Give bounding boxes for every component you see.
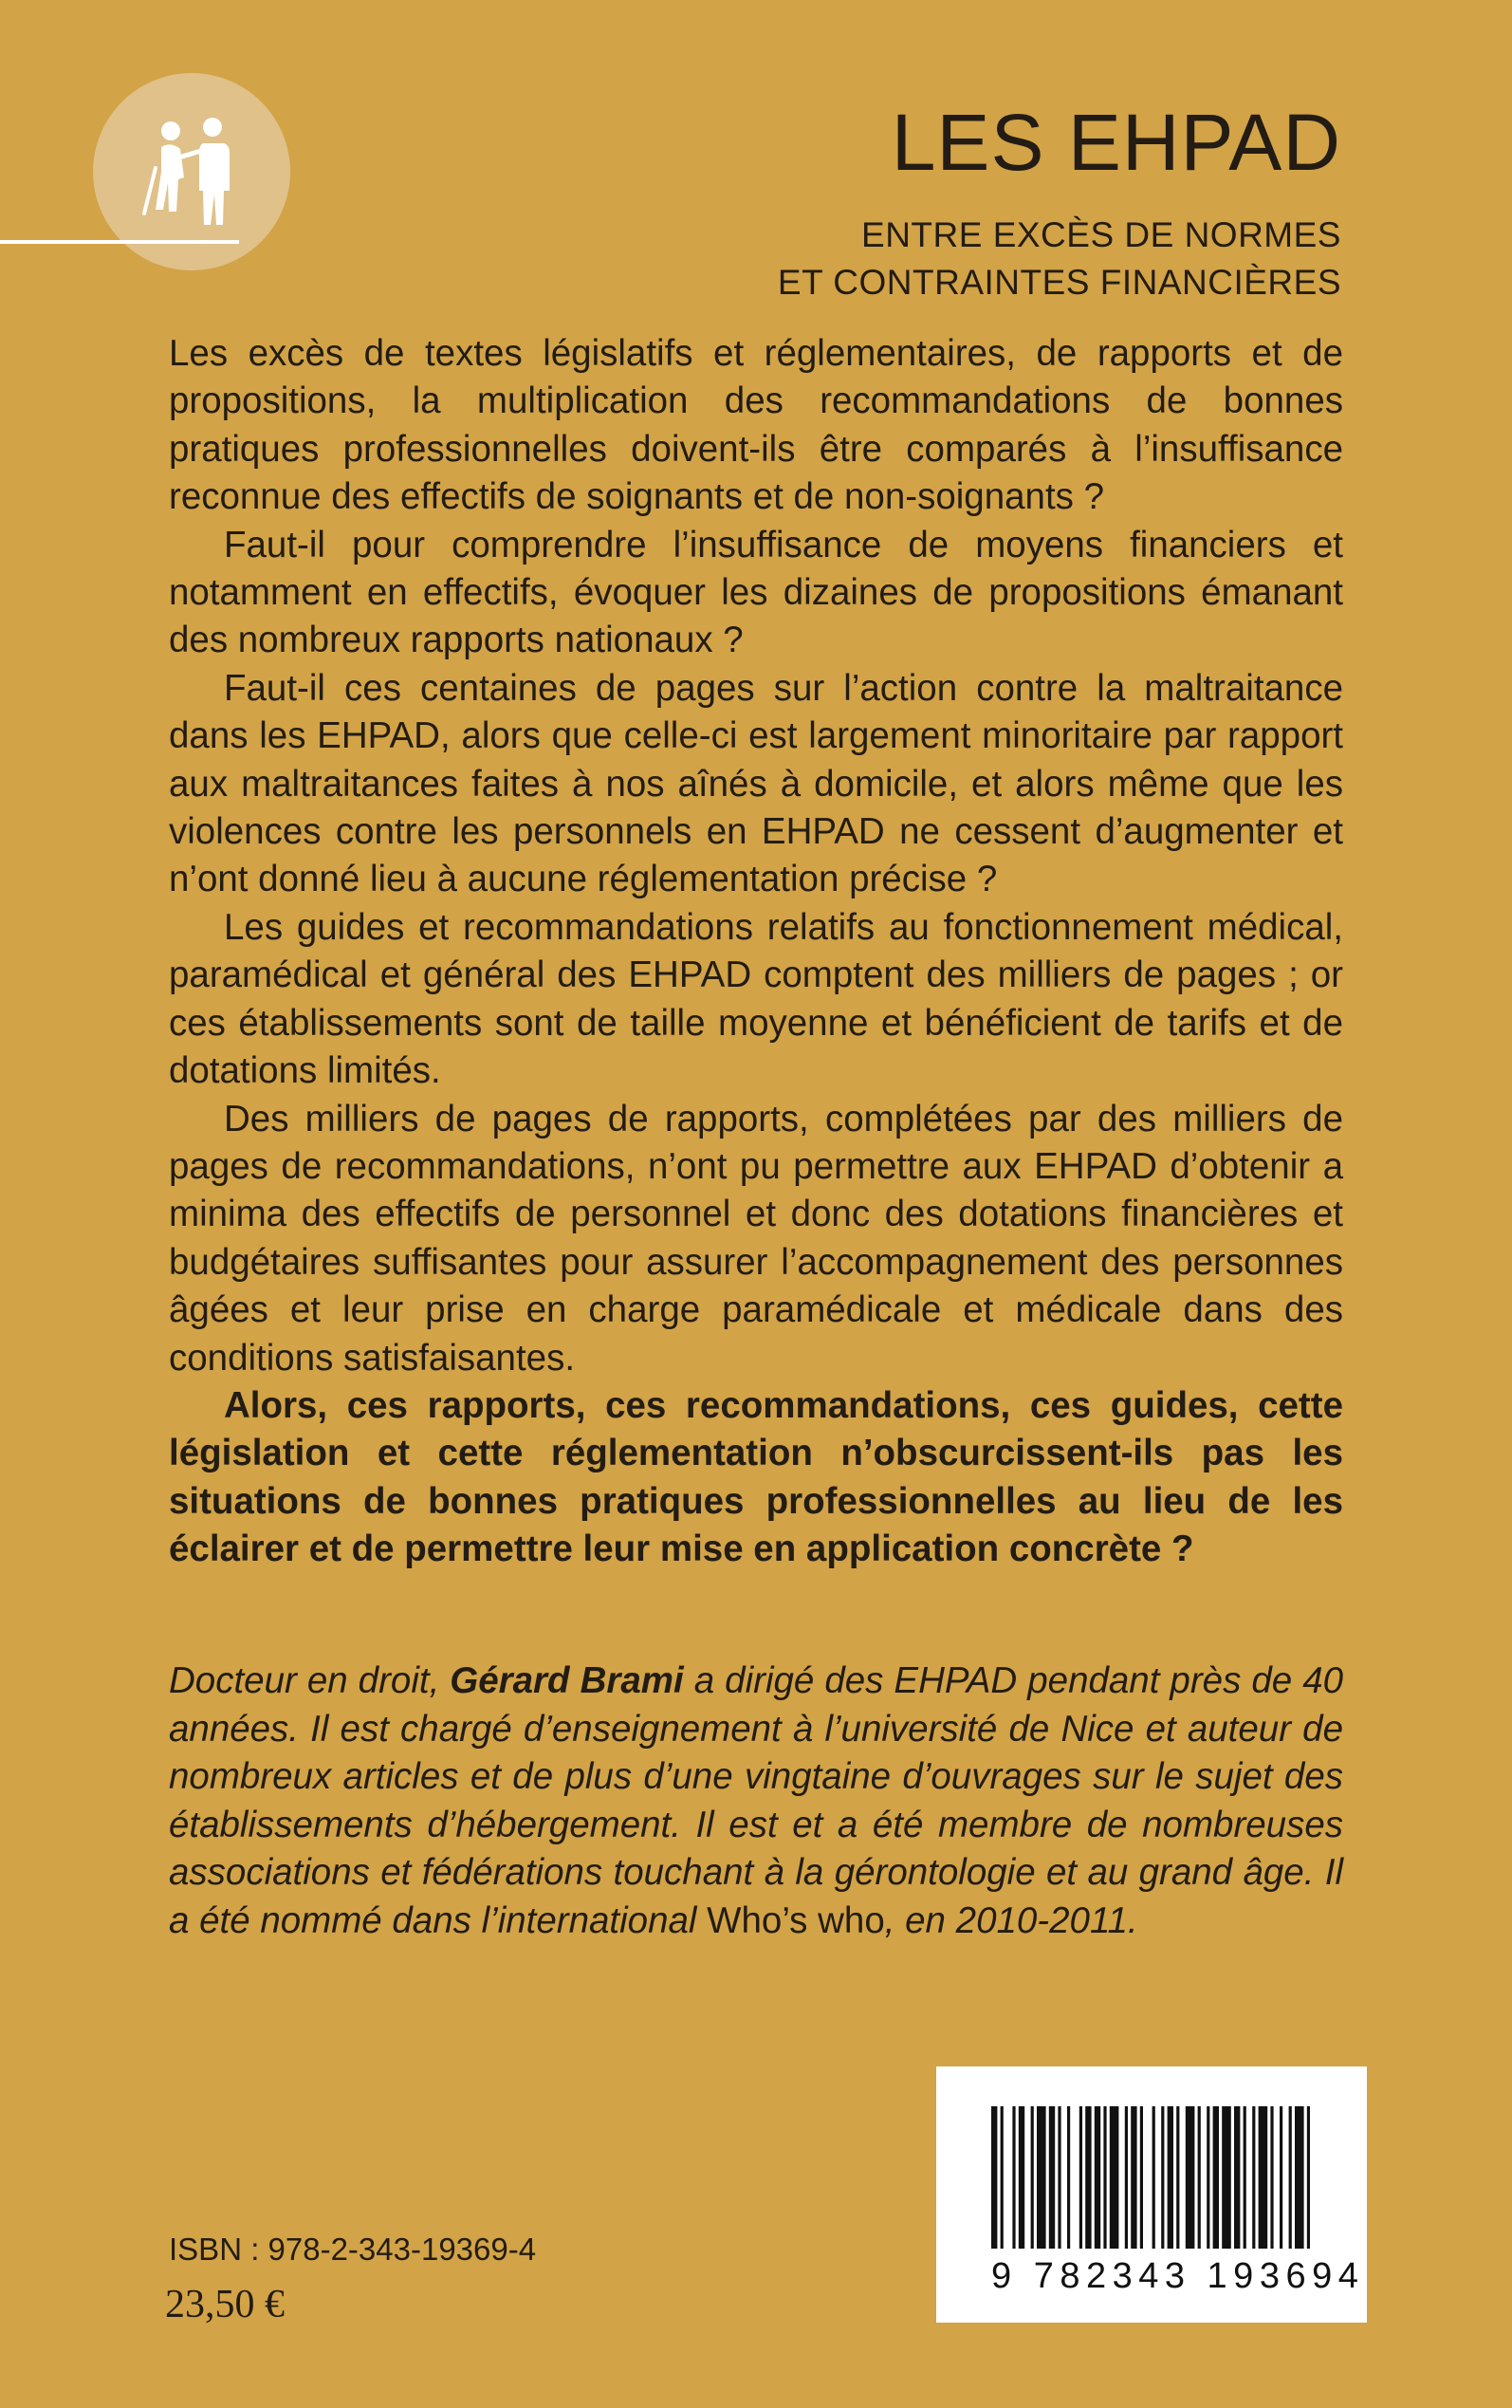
barcode-bar (1213, 2106, 1219, 2249)
barcode-bar (1049, 2106, 1055, 2249)
book-subtitle (778, 212, 1341, 306)
barcode-bar (1186, 2106, 1195, 2249)
elderly-couple-icon (135, 115, 249, 229)
bio-end: , en 2010-2011. (884, 1899, 1138, 1941)
barcode-bar (1252, 2106, 1255, 2249)
barcode-bar (1207, 2106, 1209, 2249)
subtitle-line-1: ENTRE EXCÈS DE NORMES (861, 215, 1341, 254)
barcode-bar (1110, 2106, 1119, 2249)
barcode-bar (1259, 2106, 1268, 2249)
barcode-bar (1289, 2106, 1292, 2249)
book-title: LES EHPAD (891, 98, 1341, 187)
barcode-bar (1270, 2106, 1273, 2249)
author-bio (169, 1658, 1343, 1946)
blurb-paragraph-3: Faut-il ces centaines de pages sur l’action contre la maltraitance dans les EHPAD, alors que celle-ci est largement minoritaire par rapport aux maltraitances faites à nos aînés à domicile, et alors même que les violences contre les personnels en EHPAD ne cessent d’augmenter et n’ont donné lieu à aucune réglementation précise ? (169, 667, 1343, 900)
barcode-bar (1067, 2106, 1070, 2249)
barcode-bar (1152, 2106, 1155, 2249)
barcode-bar (1280, 2106, 1282, 2249)
barcode-bar (1037, 2106, 1046, 2249)
barcode-bar (1085, 2106, 1091, 2249)
author-name: Gérard Brami (450, 1660, 684, 1701)
barcode (936, 2066, 1367, 2323)
barcode-bar (1131, 2106, 1136, 2249)
barcode-bars (936, 2066, 1367, 2256)
barcode-bar (991, 2106, 997, 2249)
barcode-bar (1031, 2106, 1034, 2249)
price-label: 23,50 € (165, 2283, 285, 2326)
barcode-bar (1012, 2106, 1015, 2249)
barcode-bar (1307, 2106, 1310, 2249)
isbn-label: ISBN : 978-2-343-19369-4 (169, 2232, 537, 2267)
blurb-paragraph-1: Les excès de textes législatifs et réglementaires, de rapports et de propositions, la multiplication des recommandations de bonnes pratiques professionnelles doivent-ils être comparés à l’insuffisance reconnue des effectifs de soignants et de non-soignants ? (169, 333, 1343, 518)
bio-whos-who: Who’s who (707, 1899, 885, 1941)
barcode-bar (1161, 2106, 1164, 2249)
decorative-rule (0, 240, 239, 244)
barcode-bar (1168, 2106, 1173, 2249)
subtitle-line-2: ET CONTRAINTES FINANCIÈRES (777, 263, 1341, 302)
bio-body: a dirigé des EHPAD pendant près de 40 années. Il est chargé d’enseignement à l’université de Nice et auteur de nombreux articles et de plus d’une vingtaine d’ouvrages sur le sujet des établissements d’hébergement. Il est et a été membre de nombreuses associations et fédérations touchant à la gérontologie et au grand âge. Il a été nommé dans l’international (169, 1660, 1344, 1941)
blurb-paragraph-4: Les guides et recommandations relatifs au fonctionnement médical, paramédical et général des EHPAD comptent des milliers de pages ; or ces établissements sont de taille moyenne et bénéficient de tarifs et de dotations limités. (169, 906, 1343, 1092)
barcode-bar (1058, 2106, 1060, 2249)
barcode-bar (1222, 2106, 1231, 2249)
barcode-bar (1019, 2106, 1024, 2249)
barcode-bar (1079, 2106, 1082, 2249)
blurb-paragraph-2: Faut-il pour comprendre l’insuffisance de moyens financiers et notamment en effectifs, évoquer les dizaines de propositions émanant des nombreux rapports nationaux ? (169, 524, 1343, 661)
barcode-bar (1244, 2106, 1246, 2249)
back-cover-blurb (169, 330, 1343, 1574)
barcode-bar (1140, 2106, 1143, 2249)
barcode-digits: 9 782343 193694 (991, 2256, 1365, 2296)
barcode-bar (1176, 2106, 1179, 2249)
blurb-paragraph-5: Des milliers de pages de rapports, complétées par des milliers de pages de recommandations, n’ont pu permettre aux EHPAD d’obtenir a minima des effectifs de personnel et donc des dotations financières et budgétaires suffisantes pour assurer l’accompagnement des personnes âgées et leur prise en charge paramédicale et médicale dans des conditions satisfaisantes. (169, 1098, 1343, 1379)
barcode-bar (1125, 2106, 1128, 2249)
blurb-conclusion: Alors, ces rapports, ces recommandations, ces guides, cette législation et cette réglementation n’obscurcissent-ils pas les situations de bonnes pratiques professionnelles au lieu de les éclairer et de permettre leur mise en application concrète ? (169, 1384, 1343, 1570)
barcode-bar (1198, 2106, 1201, 2249)
barcode-bar (1095, 2106, 1100, 2249)
barcode-bar (1234, 2106, 1240, 2249)
bio-intro: Docteur en droit, (169, 1660, 451, 1701)
barcode-bar (1295, 2106, 1304, 2249)
barcode-bar (1001, 2106, 1004, 2249)
barcode-bar (1103, 2106, 1106, 2249)
